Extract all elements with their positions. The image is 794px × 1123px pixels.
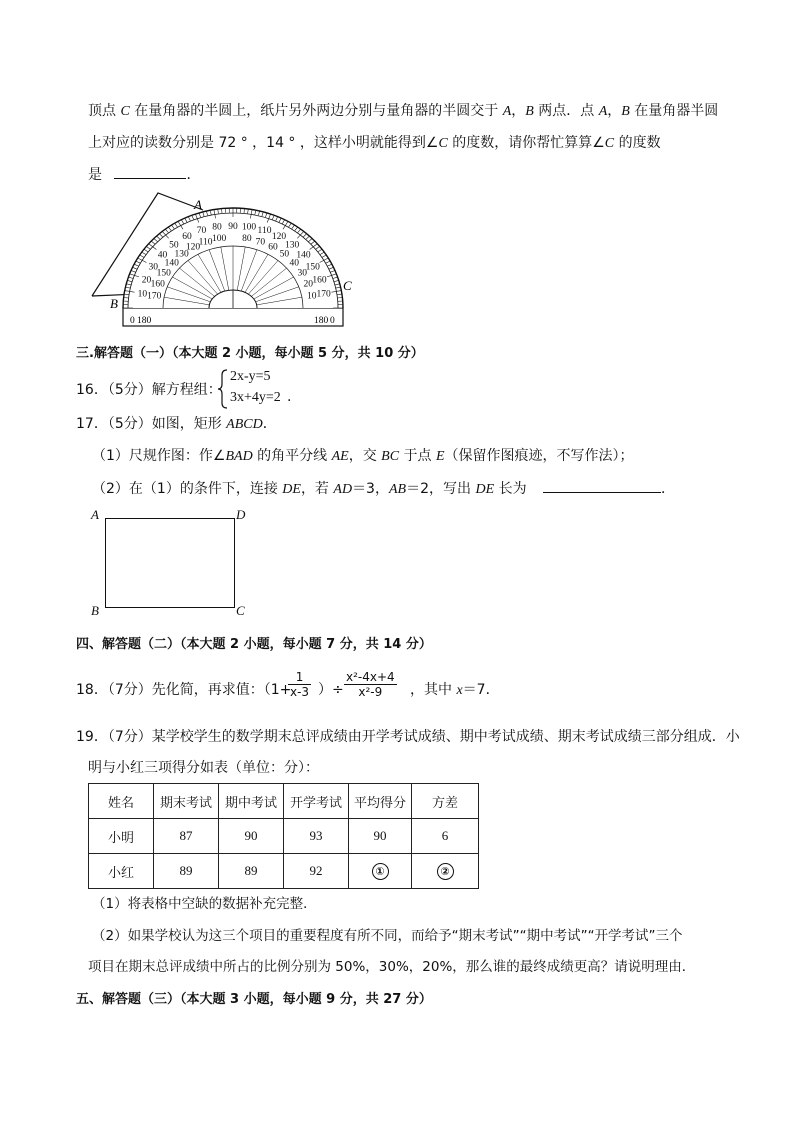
q15-text: 两点．点 [533, 103, 599, 119]
frac1-den: x-3 [290, 685, 310, 699]
protractor-label-outer: 110 [257, 226, 272, 236]
protractor-label-outer: 150 [305, 262, 320, 273]
protractor-label-outer: 120 [271, 232, 287, 243]
q15-text: 上对应的读数分别是 72 ° ，14 ° ，这样小明就能得到∠ [88, 135, 439, 151]
protractor-label-inner: 120 [185, 242, 201, 253]
table-cell: 93 [284, 819, 349, 854]
q17-text: ＝3， [352, 481, 389, 497]
q17-text: （保留作图痕迹，不写作法）； [444, 448, 634, 464]
q15-line3 [88, 164, 200, 185]
var-bad: BAD [225, 449, 253, 464]
q15-text: ， [511, 103, 526, 119]
var-a: A [502, 104, 512, 119]
protractor-label-inner: 80 [242, 234, 252, 245]
var-bc: BC [381, 449, 400, 464]
protractor-figure [88, 190, 358, 330]
corner-d: D [236, 507, 246, 522]
var-b: B [525, 104, 534, 119]
table-cell-blank-1[interactable] [349, 854, 412, 889]
table-cell: 6 [412, 819, 479, 854]
q16-end: . [287, 389, 292, 405]
protractor-label-outer: 80 [212, 222, 222, 233]
q16-label: 16．（5分）解方程组： [76, 382, 222, 398]
protractor-label-inner: 160 [150, 279, 165, 290]
protractor-label-outer: 160 [312, 275, 327, 286]
table-cell: 小明 [89, 819, 154, 854]
base-right-inner: 0 [330, 316, 335, 326]
var-c: C [604, 136, 615, 151]
q17-text: ，若 [300, 481, 334, 497]
table-cell: 87 [154, 819, 219, 854]
corner-c: C [236, 603, 245, 618]
protractor-base [123, 308, 343, 326]
q17-text: ＝2，写出 [406, 481, 476, 497]
protractor-label-inner: 40 [289, 258, 300, 269]
protractor-label-outer: 50 [169, 240, 179, 251]
var-abcd: ABCD [226, 417, 263, 432]
q18-label: 18．（7分）先化简，再求值：（1+ [76, 682, 292, 698]
protractor-label-inner: 100 [211, 234, 227, 245]
q18-frac2 [344, 670, 397, 699]
base-left-outer: 0 [130, 316, 135, 326]
section5-title: 五、解答题（三）（本大题 3 小题，每小题 9 分，共 27 分） [76, 992, 432, 1007]
table-cell: 89 [219, 854, 284, 889]
q18-mid: ）÷ [318, 682, 344, 698]
protractor-label-outer: 100 [241, 222, 257, 233]
q17-text: （2）在（1）的条件下，连接 [92, 481, 283, 497]
table-header: 期末考试 [154, 784, 219, 819]
protractor-label-outer: 30 [148, 262, 159, 273]
table-cell-blank-2[interactable] [412, 854, 479, 889]
section3-title: 三.解答题（一）（本大题 2 小题，每小题 5 分，共 10 分） [76, 346, 424, 361]
q15-text: ． [186, 167, 201, 183]
q15-text: 在量角器的半圆上，纸片另外两边分别与量角器的半圆交于 [129, 103, 503, 119]
protractor-label-outer: 60 [182, 232, 192, 243]
table-header: 开学考试 [284, 784, 349, 819]
circled-two: ② [437, 863, 454, 880]
protractor-label-outer: 130 [284, 240, 300, 251]
var-c: C [438, 136, 448, 151]
table-cell: 小红 [89, 854, 154, 889]
protractor-label-inner: 140 [164, 258, 179, 269]
frac2-den: x²-9 [358, 685, 383, 699]
answer-blank[interactable] [114, 164, 186, 179]
base-right-outer: 180 [314, 316, 329, 326]
q19-line1: 19．（7分）某学校学生的数学期末总评成绩由开学考试成绩、期中考试成绩、期末考试成绩三部分组成．小 [76, 729, 740, 745]
table-row [89, 819, 479, 854]
var-b: B [621, 104, 630, 119]
var-x: x [456, 683, 463, 698]
rectangle-abcd [105, 518, 235, 608]
base-left-inner: 180 [137, 316, 152, 326]
var-e: E [435, 449, 445, 464]
frac2-num: x²-4x+4 [346, 670, 395, 684]
q16-eq1: 2x-y=5 [230, 369, 271, 384]
q19-part2b: 项目在期末总评成绩中所占的比例分别为 50%，30%，20%，那么谁的最终成绩更高？请说明理由． [88, 959, 696, 975]
q17-text: ． [262, 416, 277, 432]
var-de: DE [475, 482, 495, 497]
table-row [89, 854, 479, 889]
q17-text: 长为 [494, 481, 527, 497]
table-cell: 92 [284, 854, 349, 889]
q17-text: 的角平分线 [252, 448, 332, 464]
protractor-label-outer: 170 [316, 289, 331, 300]
q18-frac1 [288, 670, 311, 699]
table-header: 期中考试 [219, 784, 284, 819]
var-ad: AD [333, 482, 353, 497]
q19-part2: （2）如果学校认为这三个项目的重要程度有所不同，而给予“期末考试”“期中考试”“开学考试”三个 [92, 928, 683, 944]
q18-end [410, 679, 500, 699]
protractor-label-center: 90 [228, 222, 238, 232]
scores-table [88, 783, 479, 889]
protractor-label-inner: 20 [303, 279, 313, 290]
q15-line1 [88, 101, 718, 122]
var-c: C [120, 104, 130, 119]
q19-line2: 明与小红三项得分如表（单位：分）： [88, 760, 319, 776]
q17-text: ． [661, 481, 676, 497]
q17-part1 [92, 446, 634, 467]
protractor-label-outer: 20 [141, 275, 152, 286]
q15-text: 的度数 [614, 135, 661, 151]
table-header: 方差 [412, 784, 479, 819]
q15-text: 是 [88, 167, 102, 183]
q17-text: （1）尺规作图：作∠ [92, 448, 226, 464]
var-ab: AB [388, 482, 407, 497]
protractor-label-inner: 130 [174, 249, 189, 260]
label-c: C [343, 278, 352, 293]
protractor-label-outer: 10 [137, 289, 148, 300]
protractor-label-outer: 140 [296, 250, 311, 261]
answer-blank[interactable] [543, 478, 661, 493]
var-ae: AE [331, 449, 349, 464]
protractor-label-inner: 110 [198, 237, 213, 248]
table-cell: 89 [154, 854, 219, 889]
table-header: 姓名 [89, 784, 154, 819]
protractor-label-inner: 60 [268, 242, 278, 253]
q15-text: 在量角器半圆 [629, 103, 719, 119]
var-a: A [598, 104, 608, 119]
frac1-num: 1 [288, 670, 311, 685]
var-de: DE [282, 482, 301, 497]
protractor-label-inner: 10 [307, 291, 317, 302]
protractor-label-inner: 30 [297, 268, 308, 279]
corner-a: A [91, 507, 99, 522]
circled-one: ① [372, 863, 389, 880]
q15-line2 [88, 133, 661, 154]
protractor-label-inner: 50 [279, 249, 290, 260]
corner-b: B [91, 603, 99, 618]
q19-part1: （1）将表格中空缺的数据补充完整． [92, 896, 317, 912]
q17-text: 17．（5分）如图，矩形 [76, 416, 227, 432]
section4-title: 四、解答题（二）（本大题 2 小题，每小题 7 分，共 14 分） [76, 637, 432, 652]
table-header: 平均得分 [349, 784, 412, 819]
q16-eq2: 3x+4y=2 [230, 390, 281, 405]
q18-text: ，其中 [410, 682, 457, 698]
q15-text: 的度数，请你帮忙算算∠ [447, 135, 605, 151]
protractor-label-inner: 170 [147, 291, 162, 302]
q17-part2 [92, 478, 675, 500]
table-cell: 90 [219, 819, 284, 854]
protractor-label-inner: 150 [156, 268, 171, 279]
q18-text: ＝7． [462, 682, 500, 698]
table-header-row [89, 784, 479, 819]
protractor-label-inner: 70 [255, 237, 266, 248]
q17-text: 于点 [399, 448, 436, 464]
protractor-label-outer: 70 [196, 226, 207, 236]
q17-title [76, 414, 277, 435]
q17-text: ，交 [348, 448, 382, 464]
label-a: A [194, 197, 202, 212]
q15-text: ， [607, 103, 622, 119]
table-cell: 90 [349, 819, 412, 854]
q15-text: 顶点 [88, 103, 121, 119]
brace-icon [218, 369, 228, 409]
label-b: B [110, 296, 118, 311]
protractor-label-outer: 40 [157, 250, 168, 261]
